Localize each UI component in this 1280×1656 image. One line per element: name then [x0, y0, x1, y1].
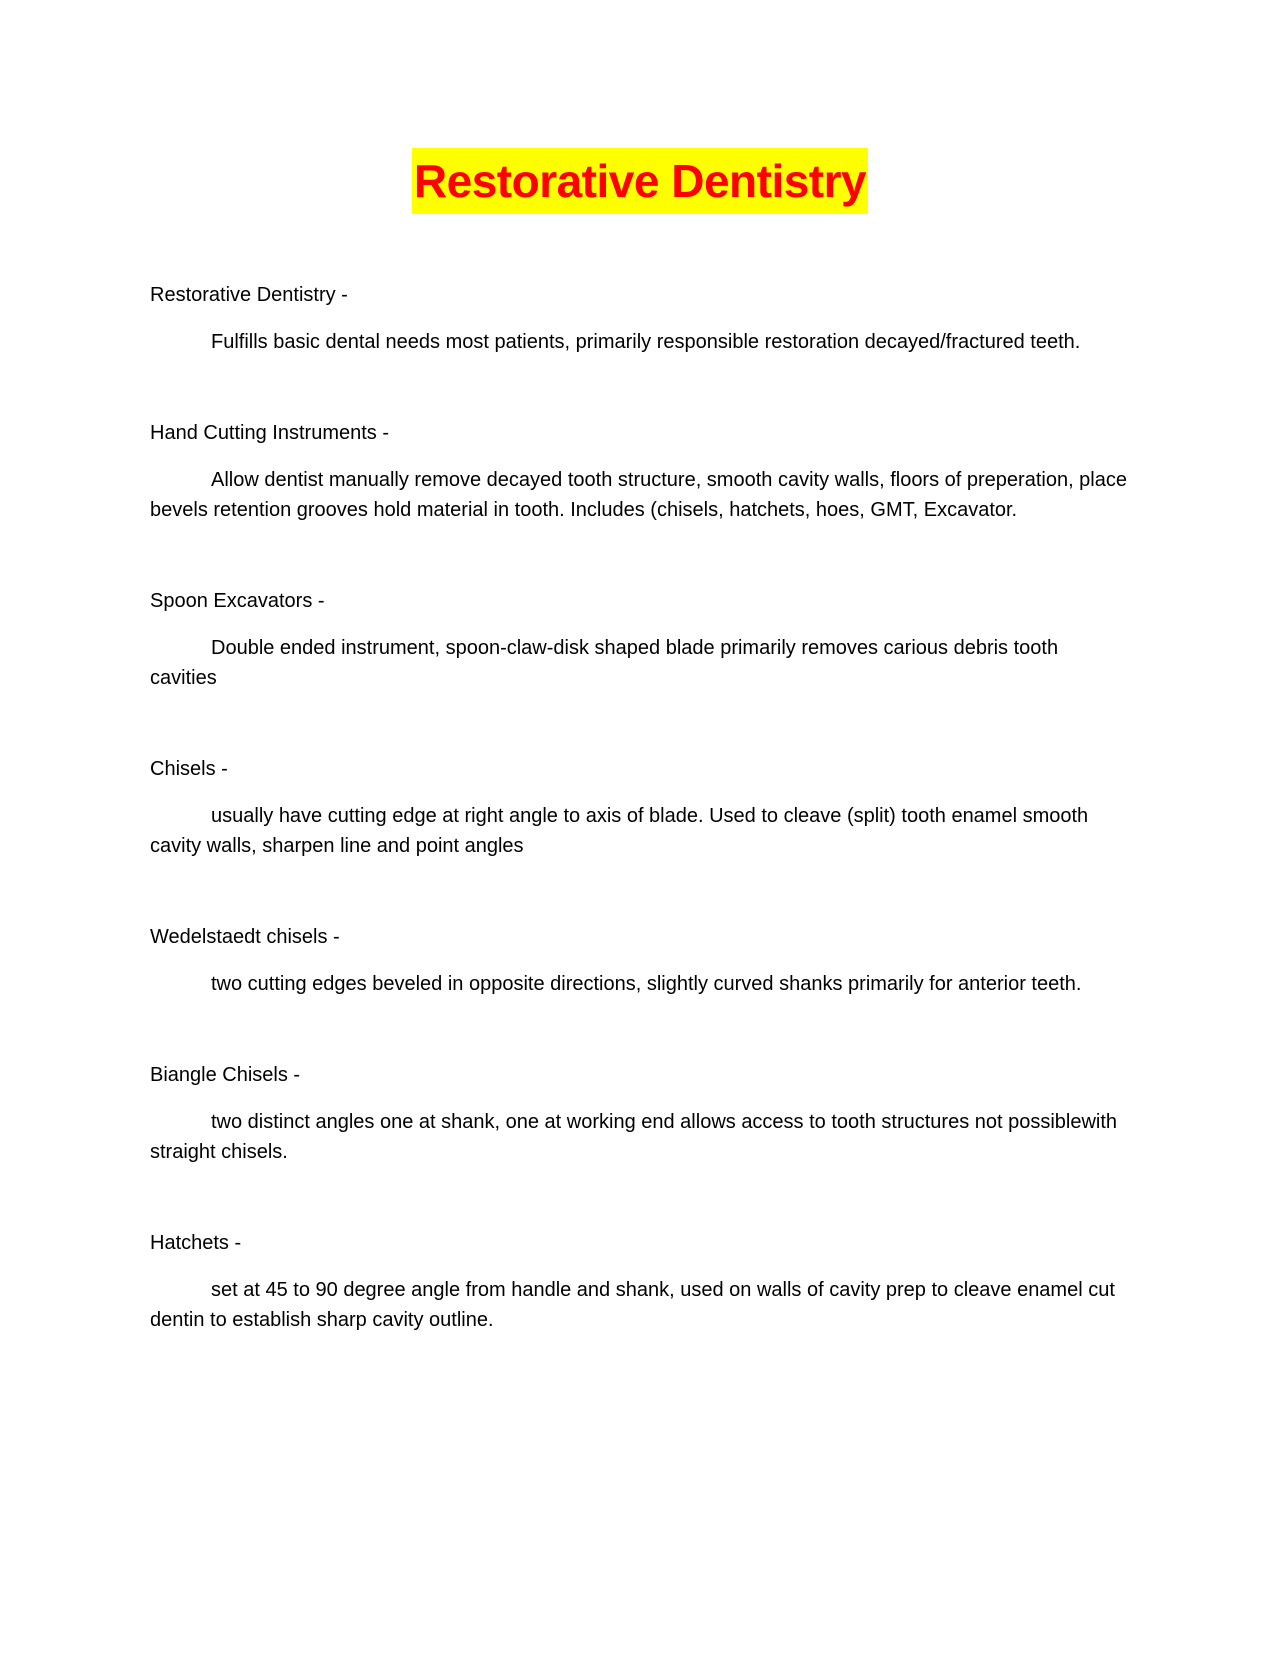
entry-term: Spoon Excavators -: [150, 590, 325, 612]
entry-definition: two distinct angles one at shank, one at working end allows access to tooth structures not possiblewith straight chisels.: [150, 1111, 1118, 1163]
entry-term: Chisels -: [150, 758, 228, 780]
page-title: Restorative Dentistry: [412, 148, 868, 214]
entry-definition: set at 45 to 90 degree angle from handle and shank, used on walls of cavity prep to cleave enamel cut dentin to establish sharp cavity outline.: [150, 1279, 1115, 1331]
entry-restorative-dentistry: [150, 280, 1130, 357]
entry-spoon-excavators: [150, 586, 1130, 693]
entry-chisels: [150, 754, 1130, 861]
entry-hatchets: [150, 1228, 1130, 1335]
document-body: [150, 280, 1130, 1396]
entry-definition: Allow dentist manually remove decayed tooth structure, smooth cavity walls, floors of preperation, place bevels retention grooves hold material in tooth. Includes (chisels, hatchets, hoes, GMT, Excavator.: [150, 469, 1127, 521]
entry-definition: Fulfills basic dental needs most patients, primarily responsible restoration decayed/fractured teeth.: [211, 331, 1081, 353]
entry-definition: Double ended instrument, spoon-claw-disk shaped blade primarily removes carious debris tooth cavities: [150, 637, 1059, 689]
entry-term: Hand Cutting Instruments -: [150, 422, 389, 444]
title-container: [0, 148, 1280, 214]
entry-wedelstaedt-chisels: [150, 922, 1130, 999]
entry-term: Wedelstaedt chisels -: [150, 926, 340, 948]
entry-term: Biangle Chisels -: [150, 1064, 301, 1086]
entry-term: Hatchets -: [150, 1232, 242, 1254]
entry-biangle-chisels: [150, 1060, 1130, 1167]
entry-definition: usually have cutting edge at right angle to axis of blade. Used to cleave (split) tooth enamel smooth cavity walls, sharpen line and point angles: [150, 805, 1089, 857]
entry-definition: two cutting edges beveled in opposite directions, slightly curved shanks primarily for anterior teeth.: [211, 973, 1082, 995]
entry-hand-cutting-instruments: [150, 418, 1130, 525]
entry-term: Restorative Dentistry -: [150, 284, 348, 306]
